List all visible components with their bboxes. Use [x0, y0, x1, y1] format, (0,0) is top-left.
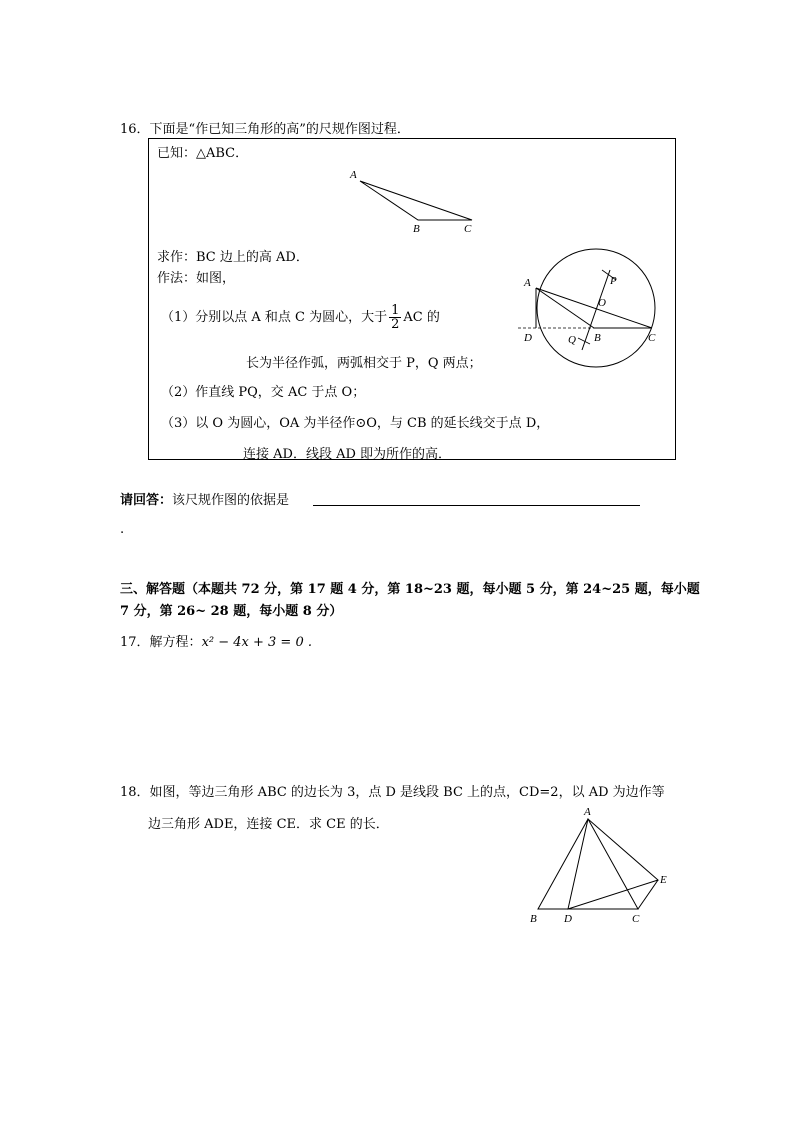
- label-q: Q: [568, 334, 576, 346]
- frac-num: 1: [391, 303, 400, 318]
- q16-triangle-figure: [340, 164, 490, 236]
- q18-line1: 18．如图，等边三角形 ABC 的边长为 3，点 D 是线段 BC 上的点，CD=2，以 AD 为边作等: [120, 785, 665, 800]
- segment-ac: [536, 288, 652, 328]
- q16-step1: [161, 304, 440, 331]
- label-a2: A: [524, 277, 531, 289]
- label-d3: D: [564, 913, 572, 925]
- answer-bold: 请回答：: [120, 493, 173, 508]
- label-o: O: [598, 297, 606, 309]
- label-e3: E: [660, 874, 667, 886]
- circle-o: [537, 249, 655, 367]
- answer-dot: .: [120, 522, 125, 537]
- answer-text: 该尺规作图的依据是: [172, 493, 290, 508]
- q17-prompt: 解方程：: [149, 635, 202, 650]
- q16-step3-cont: 连接 AD．线段 AD 即为所作的高．: [243, 447, 452, 462]
- q16-known: 已知：△ABC．: [157, 146, 249, 161]
- label-c: C: [464, 223, 472, 235]
- q16-step1-b: AC 的: [403, 310, 440, 325]
- label-c2: C: [648, 332, 656, 344]
- label-d: D: [524, 332, 532, 344]
- segment-ce: [638, 880, 658, 909]
- q16-number: 16．: [120, 122, 150, 137]
- answer-blank-line[interactable]: [313, 505, 640, 506]
- section3-heading-line2: 7 分，第 26~ 28 题，每小题 8 分）: [120, 604, 343, 619]
- label-b2: B: [594, 332, 601, 344]
- q18-line2: 边三角形 ADE，连接 CE．求 CE 的长．: [148, 817, 389, 832]
- label-b3: B: [530, 913, 537, 925]
- q16-title-text: 下面是“作已知三角形的高”的尺规作图过程．: [149, 122, 410, 137]
- triangle-abc-18: [538, 819, 638, 909]
- q17-equation: x² − 4x + 3 = 0 .: [201, 635, 312, 650]
- q16-step1-a: （1）分别以点 A 和点 C 为圆心，大于: [161, 310, 388, 325]
- q16-circle-figure: [514, 240, 664, 385]
- q16-step1-cont: 长为半径作弧，两弧相交于 P，Q 两点；: [246, 356, 482, 371]
- q16-step2: （2）作直线 PQ，交 AC 于点 O；: [161, 385, 366, 400]
- q17: [120, 631, 312, 650]
- label-p: P: [610, 275, 617, 287]
- q16-method: 作法：如图，: [157, 271, 236, 286]
- fraction-one-half: [389, 304, 401, 331]
- frac-den: 2: [391, 317, 400, 332]
- q16-task: 求作：BC 边上的高 AD．: [157, 250, 309, 265]
- q16-step3: （3）以 O 为圆心，OA 为半径作⊙O，与 CB 的延长线交于点 D，: [161, 416, 550, 431]
- triangle-abc: [360, 181, 472, 220]
- q16-title: [120, 118, 410, 137]
- label-a: A: [350, 169, 357, 181]
- label-b: B: [413, 223, 420, 235]
- segment-ab: [536, 288, 594, 328]
- label-a3: A: [584, 806, 591, 818]
- q17-number: 17．: [120, 635, 150, 650]
- section3-heading: 三、解答题（本题共 72 分，第 17 题 4 分，第 18~23 题，每小题 5 分，第 24~25 题，每小题: [120, 582, 700, 597]
- q18-figure: [524, 803, 674, 928]
- q16-answer-prompt: [120, 489, 289, 508]
- label-c3: C: [632, 913, 640, 925]
